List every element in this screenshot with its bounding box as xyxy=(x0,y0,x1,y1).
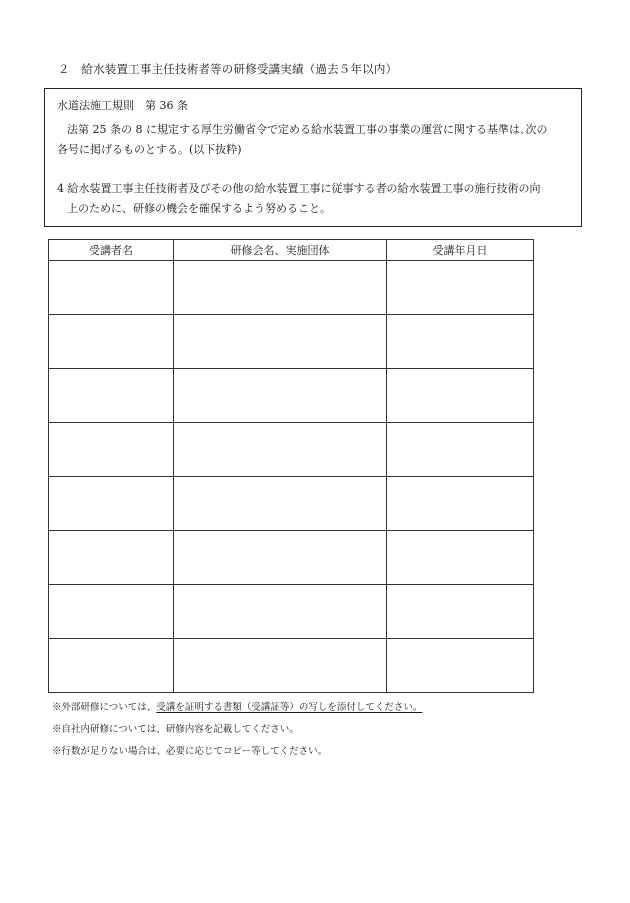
attendance-date-cell[interactable] xyxy=(387,585,534,639)
attendance-date-cell[interactable] xyxy=(387,639,534,693)
attendance-date-cell[interactable] xyxy=(387,261,534,315)
regulation-box xyxy=(44,88,582,227)
trainee-name-cell[interactable] xyxy=(49,261,174,315)
table-row xyxy=(49,585,534,639)
column-header-course-organizer: 研修会名、実施団体 xyxy=(174,240,387,261)
table-row xyxy=(49,531,534,585)
course-organizer-cell[interactable] xyxy=(174,315,387,369)
course-organizer-cell[interactable] xyxy=(174,585,387,639)
table-row xyxy=(49,639,534,693)
trainee-name-cell[interactable] xyxy=(49,315,174,369)
section-heading: ２ 給水装置工事主任技術者等の研修受講実績（過去５年以内） xyxy=(58,62,398,76)
trainee-name-cell[interactable] xyxy=(49,477,174,531)
course-organizer-cell[interactable] xyxy=(174,477,387,531)
table-row xyxy=(49,477,534,531)
course-organizer-cell[interactable] xyxy=(174,369,387,423)
note-external-training xyxy=(52,697,422,719)
training-records-table xyxy=(48,239,534,693)
regulation-item-4-line-1: 4 給水装置工事主任技術者及びその他の給水装置工事に従事する者の給水装置工事の施行技術の向 xyxy=(57,182,541,195)
course-organizer-cell[interactable] xyxy=(174,423,387,477)
attendance-date-cell[interactable] xyxy=(387,477,534,531)
regulation-item-4-line-2: 上のために、研修の機会を確保するよう努めること。 xyxy=(67,202,331,215)
column-header-attendance-date: 受講年月日 xyxy=(387,240,534,261)
attendance-date-cell[interactable] xyxy=(387,369,534,423)
note-external-training-underlined: 受講を証明する書類（受講証等）の写しを添付してください。 xyxy=(156,702,423,713)
table-row xyxy=(49,315,534,369)
regulation-paragraph-line-2: 各号に掲げるものとする。(以下抜粋) xyxy=(57,143,242,156)
table-header-row xyxy=(49,240,534,261)
note-external-training-prefix: ※外部研修については、 xyxy=(52,702,157,713)
trainee-name-cell[interactable] xyxy=(49,423,174,477)
trainee-name-cell[interactable] xyxy=(49,585,174,639)
attendance-date-cell[interactable] xyxy=(387,315,534,369)
note-internal-training: ※自社内研修については、研修内容を記載してください。 xyxy=(52,724,299,735)
course-organizer-cell[interactable] xyxy=(174,639,387,693)
regulation-paragraph-line-1: 法第 25 条の 8 に規定する厚生労働省令で定める給水装置工事の事業の運営に関する基準は､次の xyxy=(67,123,548,136)
notes-section xyxy=(52,697,422,763)
note-insufficient-rows: ※行数が足りない場合は、必要に応じてコピー等してください。 xyxy=(52,746,328,757)
column-header-trainee-name: 受講者名 xyxy=(49,240,174,261)
trainee-name-cell[interactable] xyxy=(49,531,174,585)
table-row xyxy=(49,261,534,315)
attendance-date-cell[interactable] xyxy=(387,423,534,477)
attendance-date-cell[interactable] xyxy=(387,531,534,585)
regulation-title: 水道法施工規則 第 36 条 xyxy=(57,99,188,112)
table-row xyxy=(49,423,534,477)
course-organizer-cell[interactable] xyxy=(174,531,387,585)
trainee-name-cell[interactable] xyxy=(49,639,174,693)
course-organizer-cell[interactable] xyxy=(174,261,387,315)
table-row xyxy=(49,369,534,423)
trainee-name-cell[interactable] xyxy=(49,369,174,423)
